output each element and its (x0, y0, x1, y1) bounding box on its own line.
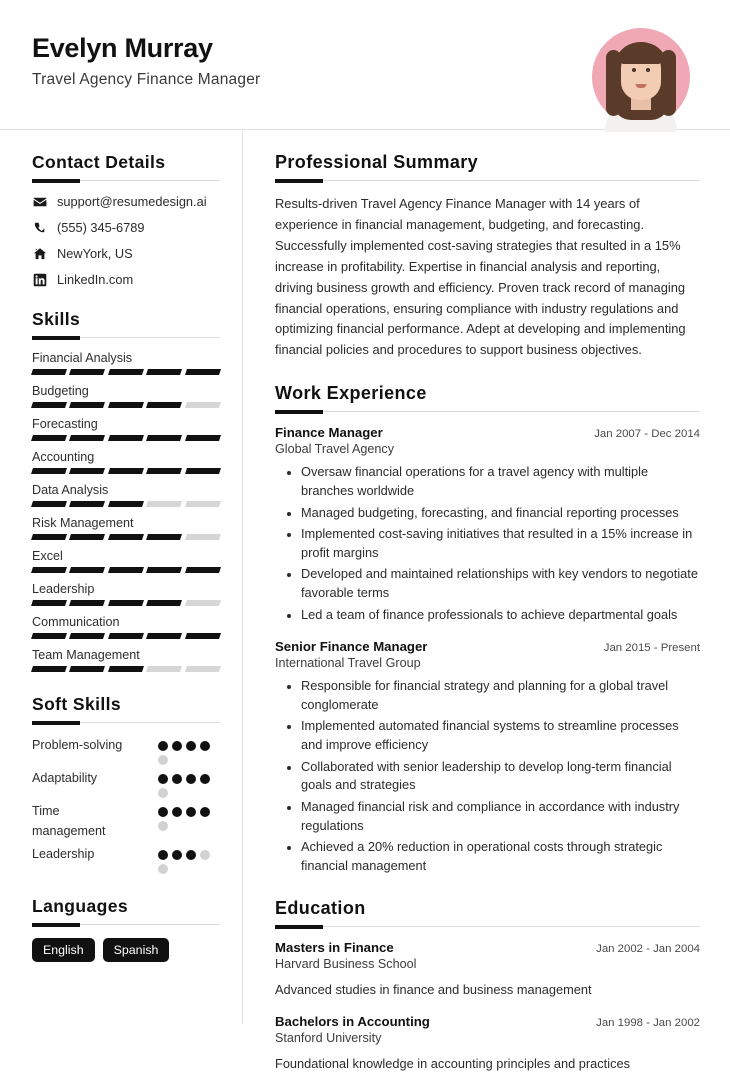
header-job-title: Travel Agency Finance Manager (32, 70, 261, 88)
rating-dot (200, 774, 210, 784)
skill-level-segment (31, 600, 67, 606)
avatar-eye-right (646, 68, 650, 72)
skill-name: Leadership (32, 582, 95, 596)
skill-level-segment (146, 600, 182, 606)
skill-name: Budgeting (32, 384, 89, 398)
experience-bullet: • Managed budgeting, forecasting, and financial reporting processes (301, 504, 700, 523)
skill-level-segment (69, 633, 105, 639)
experience-entry (275, 639, 700, 876)
skills-heading: Skills (32, 309, 81, 329)
skill-level-bar (32, 600, 220, 606)
experience-bullet: • Implemented automated financial systems to streamline processes and improve efficiency (301, 717, 700, 755)
entry-header (275, 639, 700, 654)
education-list (275, 940, 700, 1074)
contact-item-text: (555) 345-6789 (57, 220, 145, 235)
experience-bullet: • Responsible for financial strategy and planning for a global travel conglomerate (301, 677, 700, 715)
main-content (243, 130, 730, 1071)
skill-level-segment (185, 369, 221, 375)
rating-dot (200, 850, 210, 860)
experience-bullet: • Oversaw financial operations for a travel agency with multiple branches worldwide (301, 463, 700, 501)
contact-item-text: support@resumedesign.ai (57, 194, 207, 209)
skill-level-segment (31, 666, 67, 672)
rating-dot (200, 741, 210, 751)
skill-item (32, 384, 220, 408)
rating-dot (158, 850, 168, 860)
skill-level-segment (108, 501, 144, 507)
skill-level-segment (69, 435, 105, 441)
education-institution: Harvard Business School (275, 957, 417, 972)
soft-skill-name: Problem-solving (32, 738, 123, 752)
skill-level-segment (31, 567, 67, 573)
skill-level-segment (108, 435, 144, 441)
skill-item (32, 615, 220, 639)
skill-level-bar (32, 501, 220, 507)
experience-bullet: • Achieved a 20% reduction in operational costs through strategic financial management (301, 838, 700, 876)
skill-level-segment (69, 402, 105, 408)
experience-bullet-list (275, 677, 700, 876)
rating-dot (158, 821, 168, 831)
soft-skill-rating (158, 802, 220, 831)
skill-name: Accounting (32, 450, 95, 464)
skill-level-bar (32, 435, 220, 441)
rating-dot (172, 850, 182, 860)
section-divider (275, 926, 700, 927)
skill-level-segment (69, 369, 105, 375)
rating-dot (186, 807, 196, 817)
skill-level-segment (185, 402, 221, 408)
section-divider (275, 411, 700, 412)
contact-item[interactable] (32, 220, 220, 235)
soft-skill-rating (158, 769, 220, 798)
skill-name: Risk Management (32, 516, 134, 530)
experience-bullet: • Implemented cost-saving initiatives that resulted in a 15% increase in profit margins (301, 525, 700, 563)
education-description: Foundational knowledge in accounting principles and practices (275, 1055, 630, 1071)
rating-dot (186, 850, 196, 860)
skill-level-segment (185, 468, 221, 474)
skill-level-segment (31, 369, 67, 375)
skill-level-segment (31, 402, 67, 408)
work-experience-heading: Work Experience (275, 383, 427, 404)
education-heading: Education (275, 898, 366, 919)
contact-details-heading: Contact Details (32, 152, 166, 172)
skill-name: Team Management (32, 648, 140, 662)
skill-level-segment (108, 633, 144, 639)
skill-level-segment (146, 534, 182, 540)
skill-level-bar (32, 633, 220, 639)
skill-level-segment (108, 600, 144, 606)
section-education (275, 898, 700, 1074)
skill-level-segment (108, 666, 144, 672)
languages-heading: Languages (32, 896, 128, 917)
skill-name: Forecasting (32, 417, 98, 431)
skill-item (32, 351, 220, 375)
education-degree: Bachelors in Accounting (275, 1013, 430, 1029)
resume-body (0, 130, 730, 1071)
contact-list (32, 194, 220, 287)
soft-skill-item (32, 736, 220, 765)
skill-level-segment (146, 501, 182, 507)
skill-item (32, 648, 220, 672)
contact-item[interactable] (32, 194, 220, 209)
envelope-icon (32, 194, 47, 209)
skill-level-segment (69, 534, 105, 540)
skill-level-segment (185, 666, 221, 672)
contact-item-text: NewYork, US (57, 246, 133, 261)
skill-level-segment (185, 567, 221, 573)
sidebar (0, 130, 243, 1024)
avatar-hair-left (606, 50, 621, 116)
section-soft-skills (32, 694, 220, 874)
soft-skills-list (32, 736, 220, 874)
skill-level-segment (69, 501, 105, 507)
skill-level-segment (185, 534, 221, 540)
languages-list (32, 938, 220, 962)
soft-skill-name: Adaptability (32, 771, 98, 785)
experience-company: International Travel Group (275, 655, 421, 670)
section-work-experience (275, 383, 700, 876)
skill-level-segment (108, 468, 144, 474)
skill-level-bar (32, 468, 220, 474)
skill-level-segment (185, 501, 221, 507)
entry-header (275, 940, 700, 955)
skill-level-segment (185, 435, 221, 441)
header-text-block (32, 26, 260, 89)
education-description: Advanced studies in finance and business management (275, 982, 592, 998)
education-degree: Masters in Finance (275, 940, 394, 956)
education-date-range: Jan 2002 - Jan 2004 (596, 943, 700, 956)
education-entry (275, 940, 700, 1000)
skill-level-bar (32, 402, 220, 408)
experience-company: Global Travel Agency (275, 442, 395, 457)
skill-level-segment (31, 501, 67, 507)
contact-item[interactable] (32, 246, 220, 261)
rating-dot (172, 774, 182, 784)
rating-dot (186, 741, 196, 751)
skill-level-segment (146, 567, 182, 573)
language-pill[interactable]: English (32, 938, 95, 962)
skill-level-segment (69, 600, 105, 606)
skill-name: Data Analysis (32, 483, 109, 497)
avatar (592, 28, 690, 126)
skill-level-segment (146, 402, 182, 408)
rating-dot (172, 741, 182, 751)
skill-level-segment (69, 567, 105, 573)
skill-level-segment (146, 369, 182, 375)
skill-level-segment (146, 468, 182, 474)
rating-dot (158, 755, 168, 765)
professional-summary-heading: Professional Summary (275, 152, 479, 172)
rating-dot (186, 774, 196, 784)
entry-header (275, 1014, 700, 1029)
avatar-eye-left (632, 68, 636, 72)
language-pill[interactable]: Spanish (103, 938, 170, 962)
skill-item (32, 450, 220, 474)
rating-dot (158, 807, 168, 817)
skill-level-segment (31, 435, 67, 441)
experience-job-title: Finance Manager (275, 425, 383, 441)
skills-list (32, 351, 220, 672)
soft-skills-heading: Soft Skills (32, 694, 122, 714)
rating-dot (158, 741, 168, 751)
section-divider (32, 180, 220, 181)
skill-item (32, 516, 220, 540)
education-institution: Stanford University (275, 1030, 382, 1045)
skill-item (32, 582, 220, 606)
soft-skill-rating (158, 845, 220, 874)
skill-level-segment (146, 633, 182, 639)
skill-level-bar (32, 567, 220, 573)
linkedin-icon (32, 272, 47, 287)
experience-bullet: • Collaborated with senior leadership to develop long-term financial goals and strategies (301, 758, 700, 796)
section-divider (32, 722, 220, 723)
section-skills (32, 309, 220, 672)
experience-bullet: • Led a team of finance professionals to achieve departmental goals (301, 606, 700, 625)
section-contact-details (32, 152, 220, 287)
education-date-range: Jan 1998 - Jan 2002 (596, 1016, 700, 1029)
entry-header (275, 425, 700, 440)
experience-date-range: Jan 2007 - Dec 2014 (594, 428, 700, 441)
rating-dot (200, 807, 210, 817)
soft-skill-item (32, 802, 220, 841)
skill-level-segment (108, 534, 144, 540)
rating-dot (158, 864, 168, 874)
experience-job-title: Senior Finance Manager (275, 638, 428, 654)
soft-skill-name: Leadership (32, 847, 95, 862)
section-divider (275, 180, 700, 181)
skill-name: Excel (32, 549, 63, 563)
skill-level-segment (185, 633, 221, 639)
resume-header (0, 0, 730, 130)
contact-item-text: LinkedIn.com (57, 272, 134, 287)
skill-item (32, 417, 220, 441)
phone-icon (32, 220, 47, 235)
skill-level-segment (108, 369, 144, 375)
skill-level-segment (108, 402, 144, 408)
skill-level-segment (31, 633, 67, 639)
section-divider (32, 337, 220, 338)
work-experience-list (275, 425, 700, 876)
experience-bullet-list (275, 463, 700, 625)
home-icon (32, 246, 47, 261)
page-title: Evelyn Murray (32, 33, 213, 63)
section-divider (32, 924, 220, 925)
soft-skill-item (32, 769, 220, 798)
experience-entry (275, 425, 700, 625)
experience-bullet: • Managed financial risk and compliance in accordance with industry regulations (301, 798, 700, 836)
avatar-hair-right (661, 50, 676, 116)
section-languages (32, 896, 220, 962)
soft-skill-rating (158, 736, 220, 765)
skill-level-segment (108, 567, 144, 573)
education-entry (275, 1014, 700, 1074)
skill-level-bar (32, 534, 220, 540)
skill-level-segment (146, 666, 182, 672)
skill-level-segment (31, 534, 67, 540)
experience-bullet: • Developed and maintained relationships with key vendors to negotiate favorable terms (301, 565, 700, 603)
skill-level-segment (185, 600, 221, 606)
rating-dot (158, 774, 168, 784)
experience-date-range: Jan 2015 - Present (603, 641, 700, 654)
skill-level-segment (69, 468, 105, 474)
skill-level-segment (69, 666, 105, 672)
skill-level-segment (31, 468, 67, 474)
soft-skill-name: Time management (32, 804, 106, 838)
skill-level-bar (32, 666, 220, 672)
skill-item (32, 549, 220, 573)
contact-item[interactable] (32, 272, 220, 287)
soft-skill-item (32, 845, 220, 874)
skill-item (32, 483, 220, 507)
professional-summary-text: Results-driven Travel Agency Finance Manager with 14 years of experience in financial management, budgeting, and forecasting. Successfully implemented cost-saving strategies that resulted in a 15% increase in profitability. Expertise in financial analysis and reporting, driving business growth and efficiency. Proven track record of managing financial operations, ensuring compliance with industry regulations and optimizing financial performance. Adept at developing and implementing financial policies and procedures to support business objectives. (275, 196, 686, 358)
skill-level-segment (146, 435, 182, 441)
skill-name: Communication (32, 615, 120, 629)
skill-level-bar (32, 369, 220, 375)
avatar-fringe (619, 44, 663, 64)
rating-dot (158, 788, 168, 798)
section-professional-summary (275, 152, 700, 361)
rating-dot (172, 807, 182, 817)
skill-name: Financial Analysis (32, 351, 133, 365)
